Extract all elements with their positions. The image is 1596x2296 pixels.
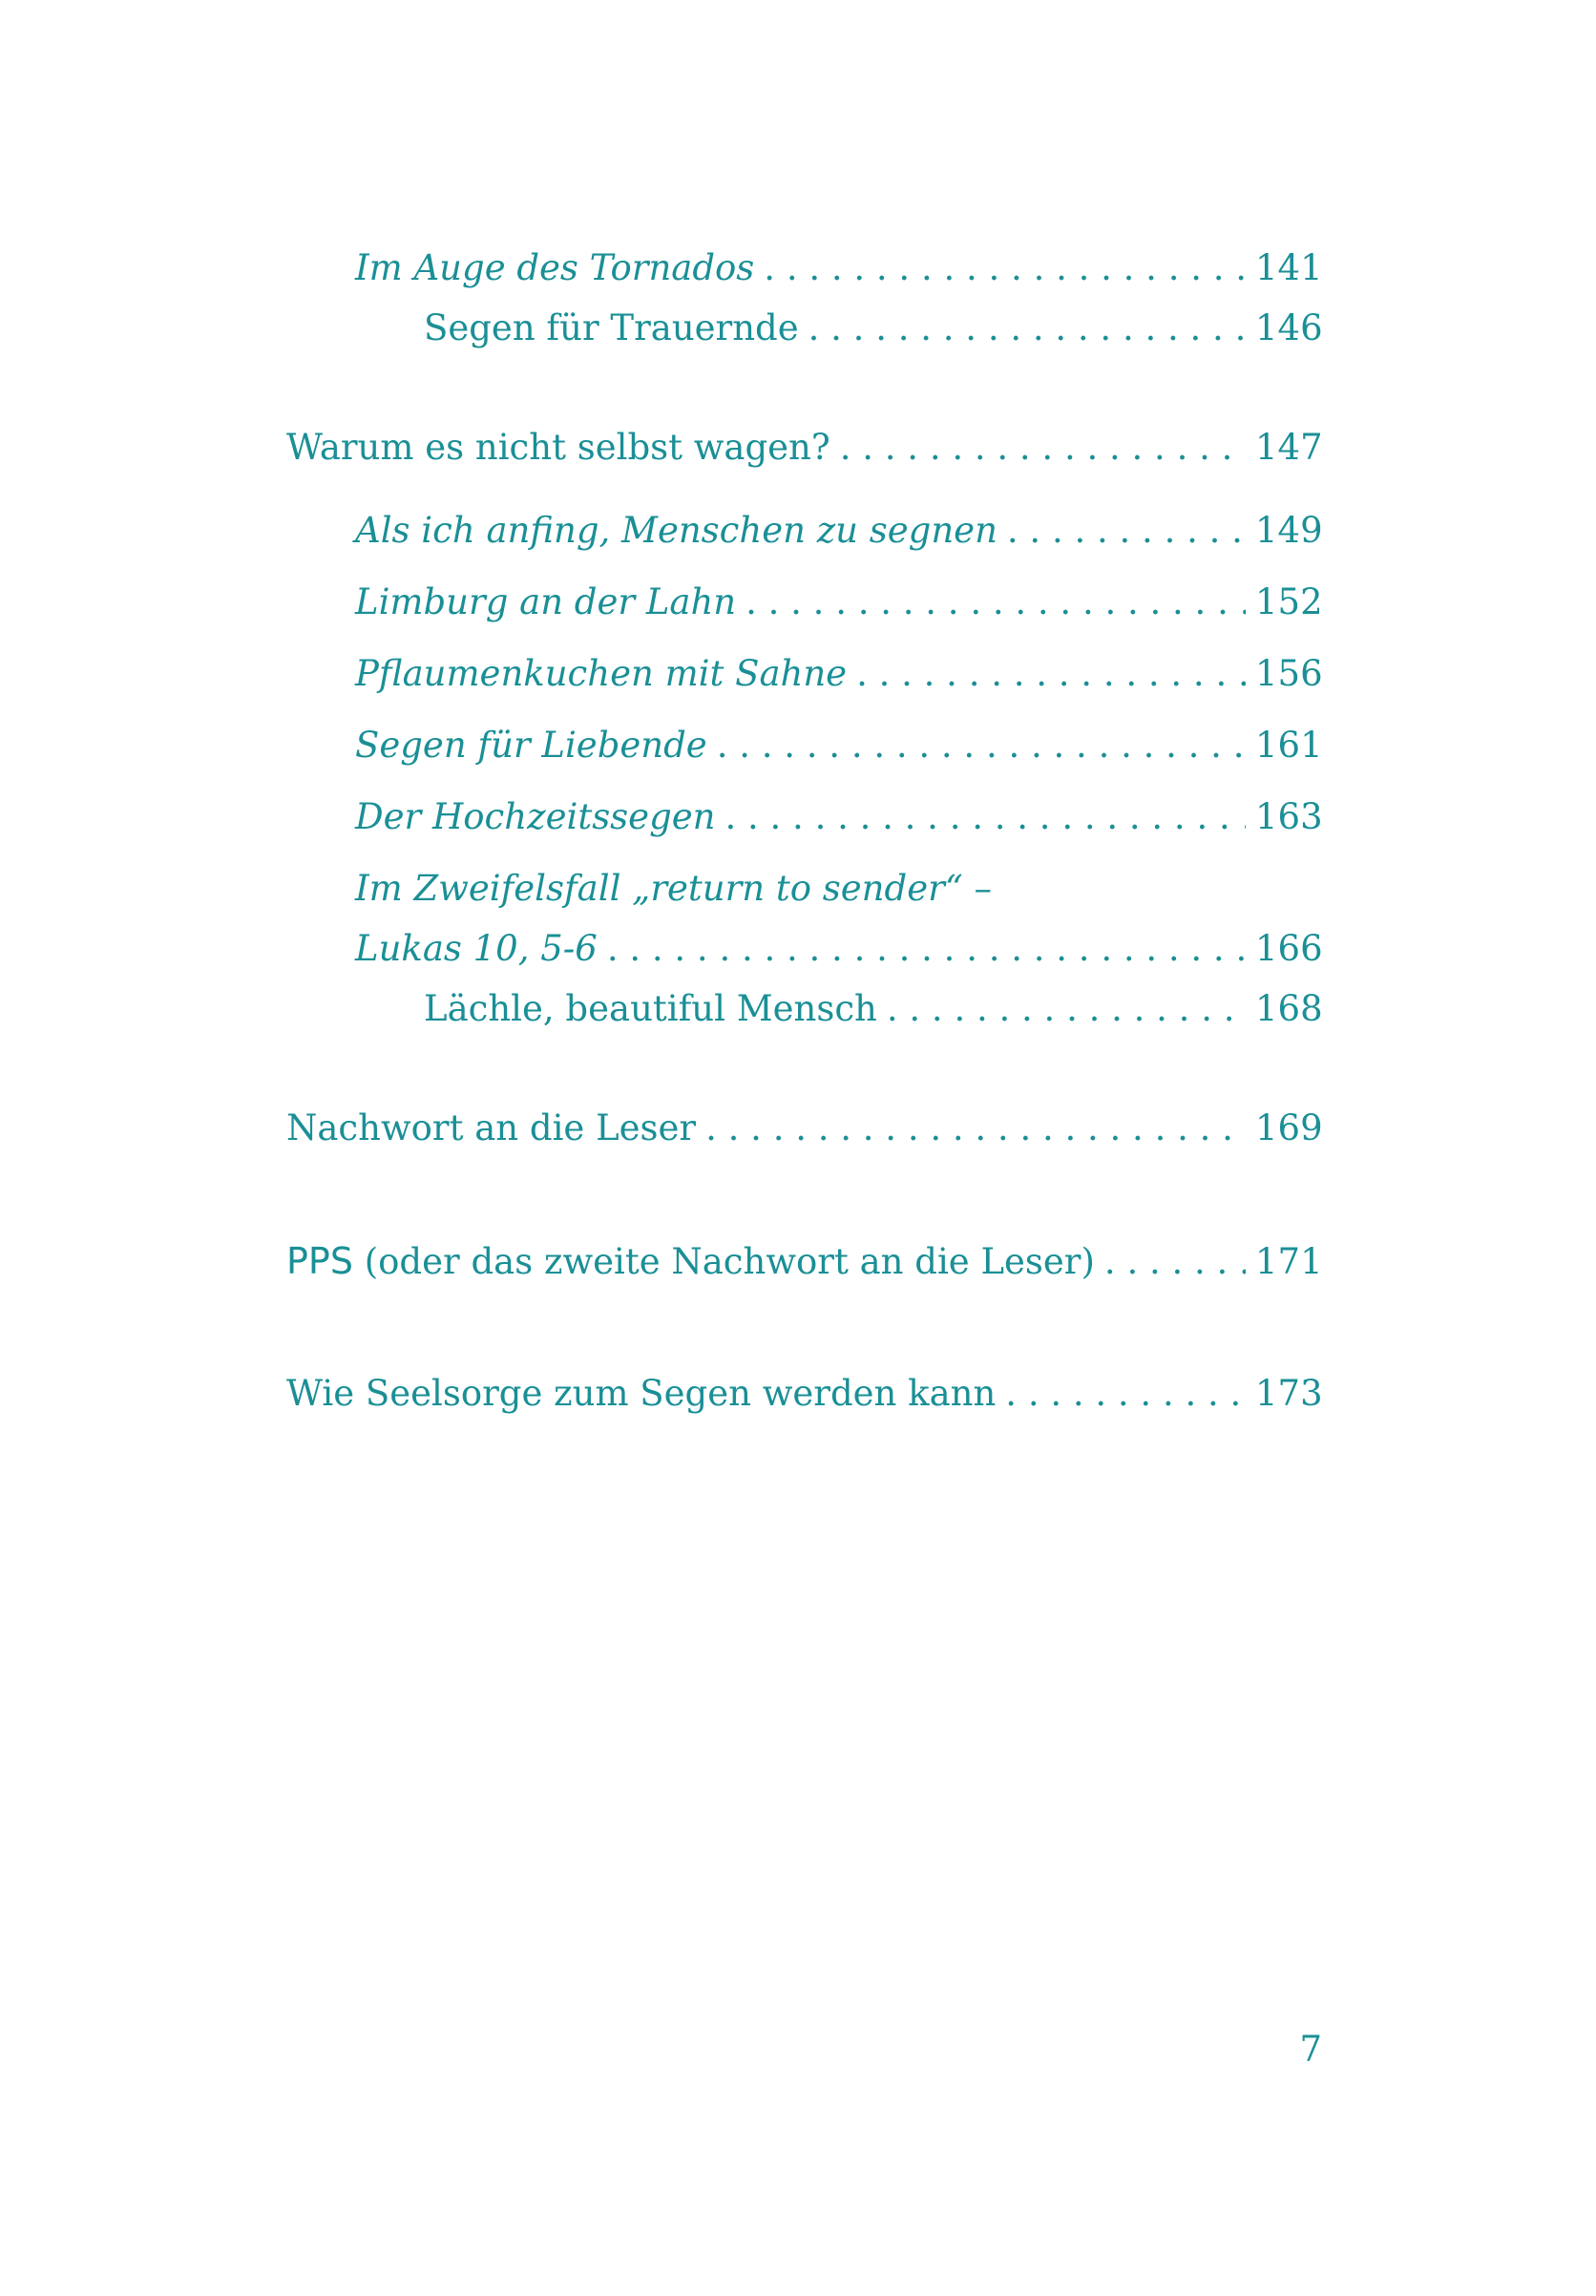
leader-dots bbox=[856, 656, 1246, 691]
toc-entry-page: 149 bbox=[1255, 510, 1323, 551]
leader-dots bbox=[1007, 513, 1246, 548]
toc-entry-title: Im Zweifelsfall „return to sender“ – bbox=[355, 868, 992, 909]
toc-entry-title-wrapper bbox=[286, 1240, 1095, 1282]
leader-dots bbox=[1005, 1376, 1246, 1411]
toc-entry-title: Wie Seelsorge zum Segen werden kann bbox=[286, 1373, 997, 1414]
toc-entry-page: 168 bbox=[1255, 988, 1323, 1029]
toc-entry-page: 152 bbox=[1255, 581, 1323, 622]
toc-entry-title: Lächle, beautiful Mensch bbox=[424, 988, 877, 1029]
leader-dots bbox=[705, 1110, 1246, 1146]
toc-entry[interactable] bbox=[355, 725, 1323, 766]
toc-entry-title: (oder das zweite Nachwort an die Leser) bbox=[364, 1241, 1095, 1282]
toc-entry-title: Nachwort an die Leser bbox=[286, 1107, 697, 1148]
toc-entry[interactable] bbox=[286, 1107, 1323, 1148]
toc-entry[interactable] bbox=[286, 1373, 1323, 1414]
toc-entry-page: 156 bbox=[1255, 653, 1323, 694]
toc-entry-title-prefix: PPS bbox=[286, 1240, 353, 1282]
leader-dots bbox=[764, 250, 1246, 285]
toc-entry-title: Segen für Liebende bbox=[355, 725, 707, 766]
toc-entry-page: 169 bbox=[1255, 1107, 1323, 1148]
toc-entry-title-continued: Lukas 10, 5-6 bbox=[355, 928, 598, 969]
toc-entry[interactable] bbox=[355, 653, 1323, 694]
leader-dots bbox=[607, 931, 1246, 966]
toc-entry-first-line[interactable] bbox=[355, 868, 1322, 909]
toc-entry-page: 161 bbox=[1255, 725, 1323, 766]
toc-entry[interactable] bbox=[355, 796, 1323, 837]
toc-entry-page: 146 bbox=[1255, 307, 1323, 348]
leader-dots bbox=[808, 310, 1246, 346]
toc-entry-title: Als ich anfing, Menschen zu segnen bbox=[355, 510, 998, 551]
toc-entry-page: 173 bbox=[1255, 1373, 1323, 1414]
toc-entry-page: 147 bbox=[1255, 427, 1323, 468]
toc-entry[interactable] bbox=[424, 307, 1323, 348]
toc-entry-title: Pflaumenkuchen mit Sahne bbox=[355, 653, 848, 694]
toc-entry-title: Im Auge des Tornados bbox=[355, 247, 755, 288]
toc-entry-title: Limburg an der Lahn bbox=[355, 581, 737, 622]
leader-dots bbox=[717, 727, 1246, 763]
toc-entry-title: Segen für Trauernde bbox=[424, 307, 799, 348]
toc-entry-page: 141 bbox=[1255, 247, 1323, 288]
leader-dots bbox=[724, 799, 1246, 834]
toc-entry[interactable] bbox=[355, 510, 1323, 551]
toc-entry[interactable] bbox=[424, 988, 1323, 1029]
toc-entry-page: 163 bbox=[1255, 796, 1323, 837]
leader-dots bbox=[746, 584, 1246, 620]
toc-entry[interactable] bbox=[355, 247, 1323, 288]
toc-entry[interactable] bbox=[355, 928, 1323, 969]
leader-dots bbox=[1104, 1244, 1246, 1279]
toc-entry[interactable] bbox=[286, 427, 1323, 468]
toc-entry[interactable] bbox=[355, 581, 1323, 622]
leader-dots bbox=[887, 991, 1246, 1026]
toc-entry-page: 171 bbox=[1255, 1241, 1323, 1282]
toc-entry[interactable] bbox=[286, 1240, 1323, 1282]
toc-entry-title: Der Hochzeitssegen bbox=[355, 796, 716, 837]
toc-entry-page: 166 bbox=[1255, 928, 1323, 969]
toc-entry-title: Warum es nicht selbst wagen? bbox=[286, 427, 830, 468]
page-number: 7 bbox=[1299, 2029, 1322, 2070]
leader-dots bbox=[840, 430, 1246, 465]
